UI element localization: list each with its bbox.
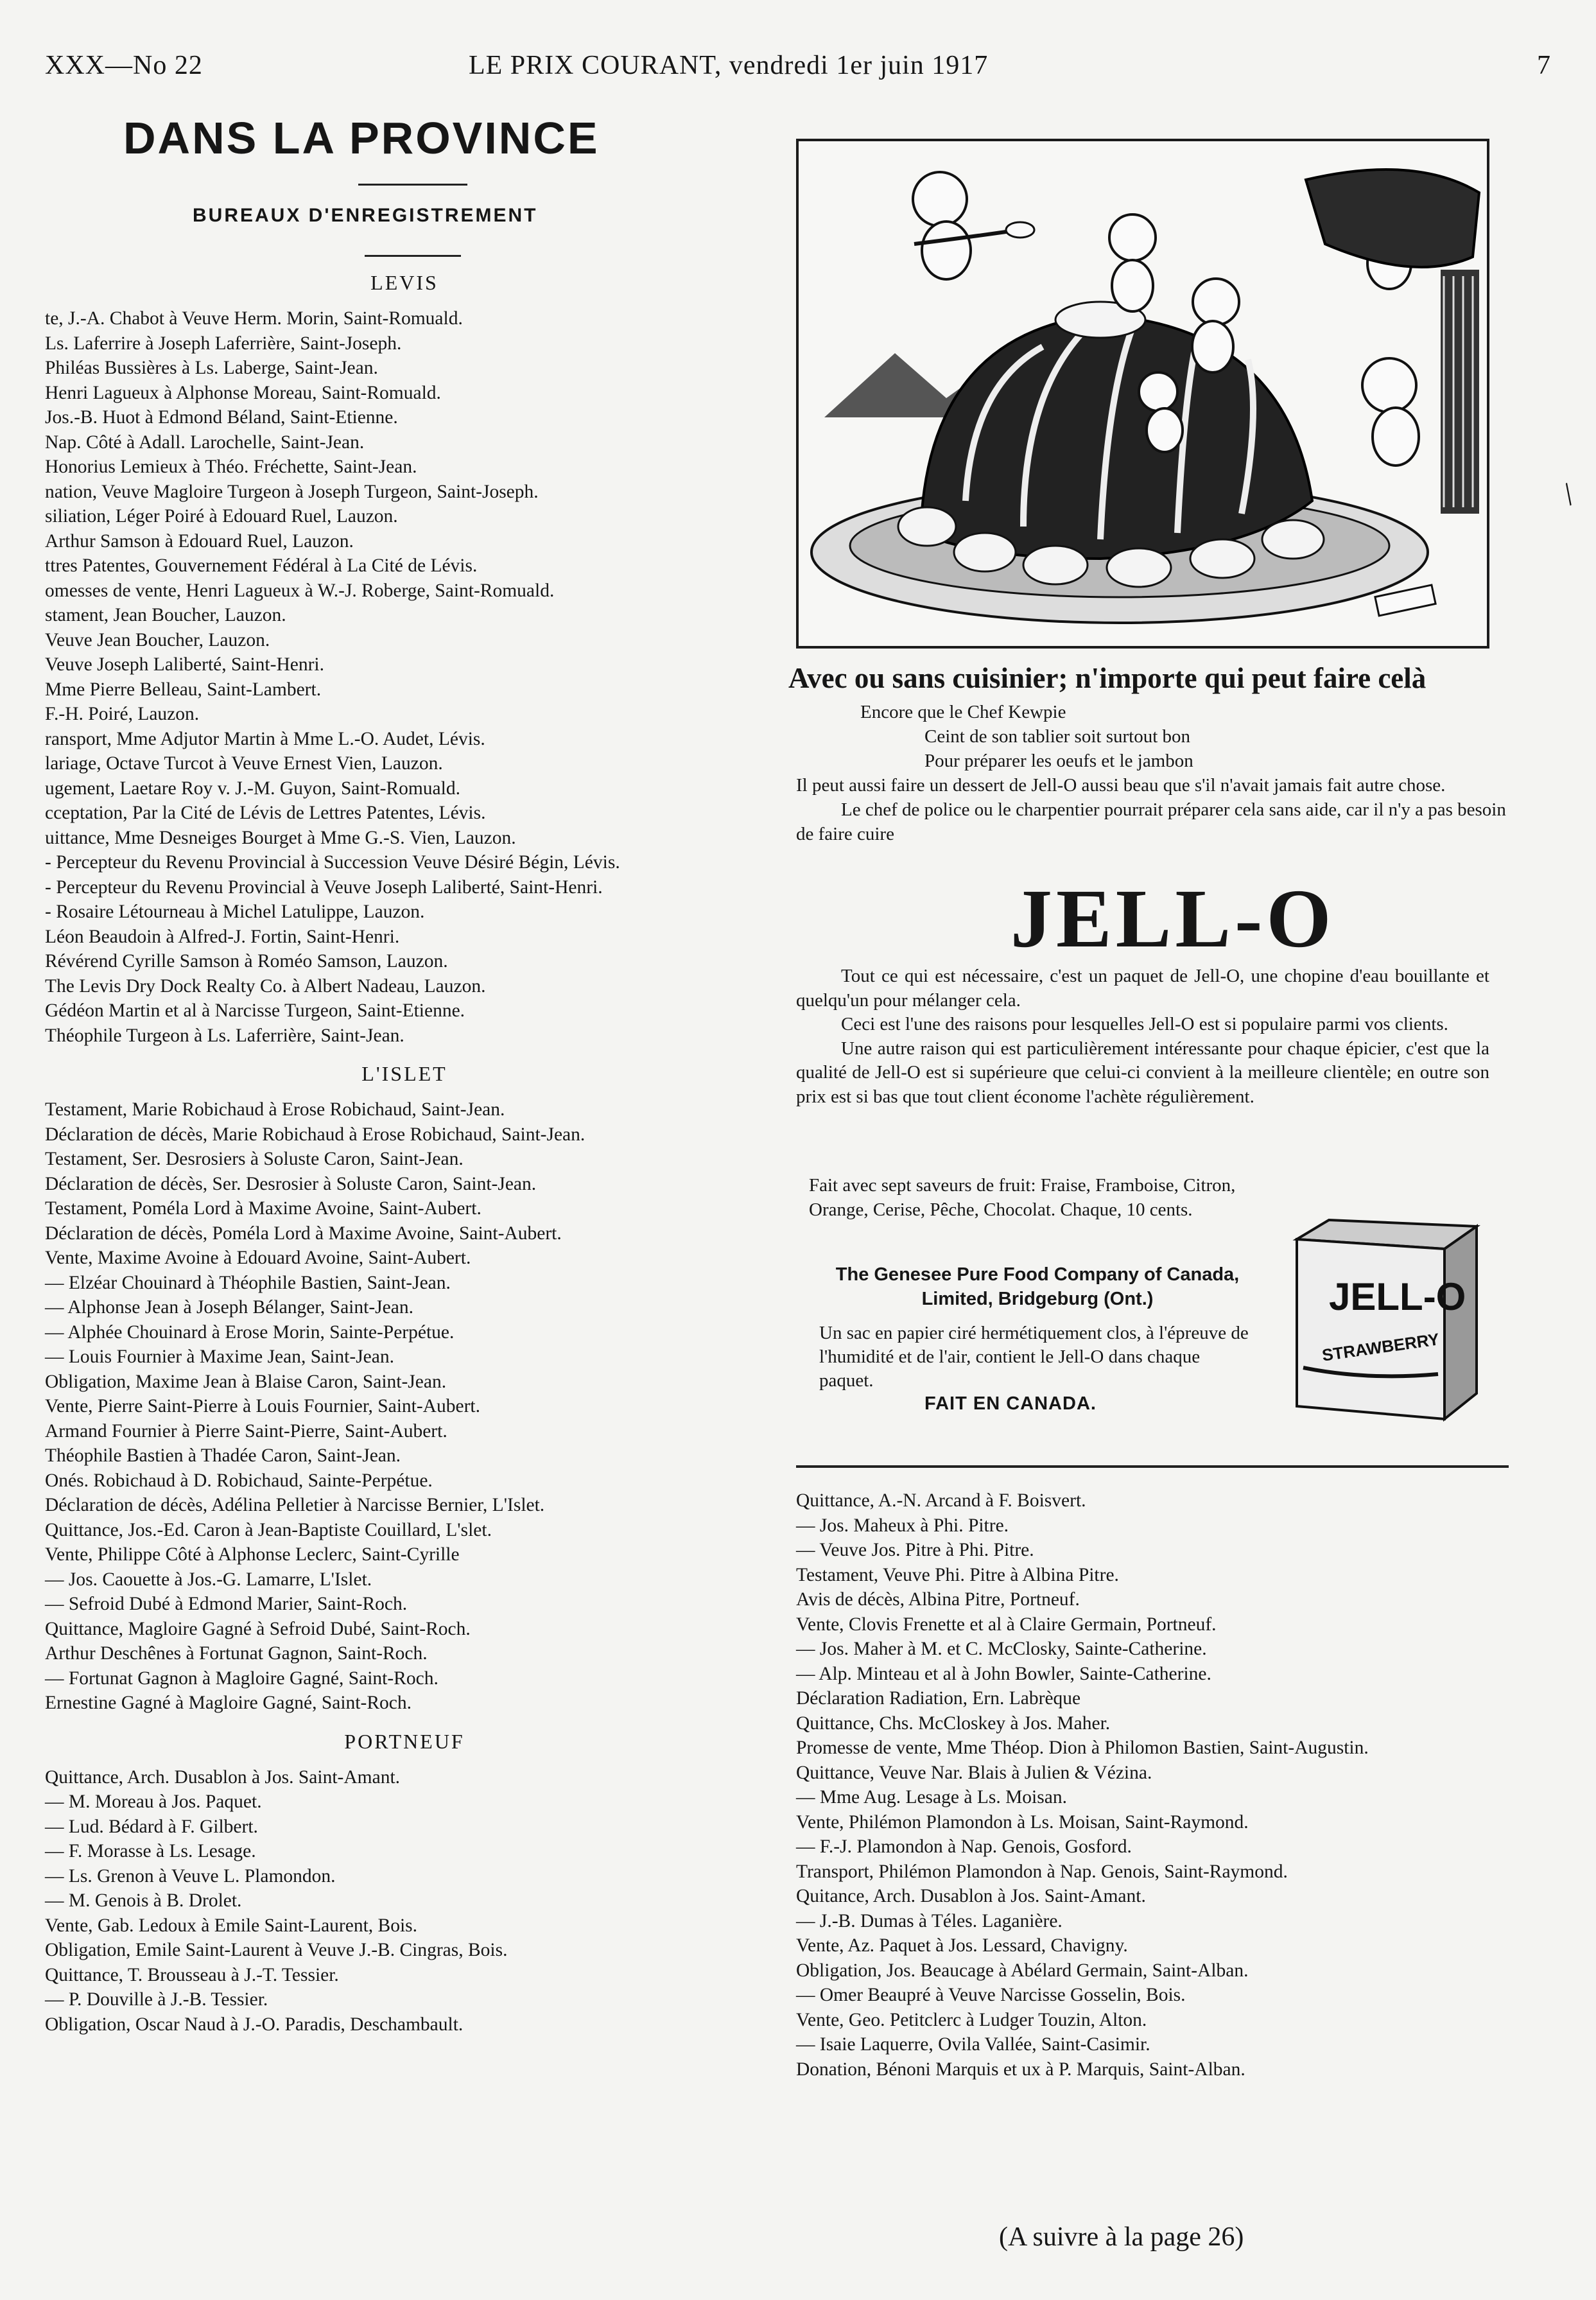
left-column xyxy=(45,109,764,2037)
registry-entry: — Sefroid Dubé à Edmond Marier, Saint-Roch. xyxy=(45,1594,408,1614)
jello-logo: JELL-O xyxy=(1011,873,1335,965)
registry-entry: - Percepteur du Revenu Provincial à Veuve Joseph Laliberté, Saint-Henri. xyxy=(45,876,603,898)
registry-entry: Théophile Bastien à Thadée Caron, Saint-Jean. xyxy=(45,1445,401,1466)
section-subtitle: BUREAUX D'ENREGISTREMENT xyxy=(193,205,538,226)
registry-entry: siliation, Léger Poiré à Edouard Ruel, Lauzon. xyxy=(45,506,398,527)
poem-line: Il peut aussi faire un dessert de Jell-O aussi beau que s'il n'avait jamais fait autre chose. xyxy=(796,775,1446,796)
registry-entry: Promesse de vente, Mme Théop. Dion à Philomon Bastien, Saint-Augustin. xyxy=(796,1738,1369,1758)
poem-line: Encore que le Chef Kewpie xyxy=(860,702,1066,722)
ad-slogan: Avec ou sans cuisinier; n'importe qui peut faire celà xyxy=(788,662,1427,694)
page-header xyxy=(45,50,1550,95)
section-divider xyxy=(796,1465,1509,1468)
registry-entry: Obligation, Emile Saint-Laurent à Veuve J.-B. Cingras, Bois. xyxy=(45,1940,508,1960)
registry-entry: Donation, Bénoni Marquis et ux à P. Marquis, Saint-Alban. xyxy=(796,2059,1245,2080)
ad-company: The Genesee Pure Food Company of Canada, Limited, Bridgeburg (Ont.) xyxy=(835,1264,1240,1309)
registry-entry: Vente, Clovis Frenette et al à Claire Germain, Portneuf. xyxy=(796,1614,1217,1635)
registry-entry: — Ls. Grenon à Veuve L. Plamondon. xyxy=(45,1865,336,1886)
registry-entry: Gédéon Martin et al à Narcisse Turgeon, Saint-Etienne. xyxy=(45,1000,465,1021)
registry-entry: - Rosaire Létourneau à Michel Latulippe, Lauzon. xyxy=(45,902,425,922)
registry-entry: Veuve Jean Boucher, Lauzon. xyxy=(45,629,270,650)
section-heading-lislet: L'ISLET xyxy=(361,1062,447,1085)
registry-entry: Jos.-B. Huot à Edmond Béland, Saint-Etienne. xyxy=(45,407,398,428)
registry-entry: Quittance, T. Brousseau à J.-T. Tessier. xyxy=(45,1964,339,1985)
registry-entry: — Isaie Laquerre, Ovila Vallée, Saint-Casimir. xyxy=(796,2034,1150,2055)
registry-entry: te, J.-A. Chabot à Veuve Herm. Morin, Saint-Romuald. xyxy=(45,308,463,329)
section-heading-levis: LEVIS xyxy=(370,271,438,294)
registry-entry: Déclaration de décès, Ser. Desrosier à Soluste Caron, Saint-Jean. xyxy=(45,1173,537,1194)
registry-entry: Philéas Bussières à Ls. Laberge, Saint-Jean. xyxy=(45,358,378,378)
issue-number: XXX—No 22 xyxy=(45,51,203,80)
registry-entry: Vente, Maxime Avoine à Edouard Avoine, Saint-Aubert. xyxy=(45,1248,471,1268)
registry-entry: ttres Patentes, Gouvernement Fédéral à La Cité de Lévis. xyxy=(45,555,478,576)
registry-entry: Déclaration de décès, Marie Robichaud à Erose Robichaud, Saint-Jean. xyxy=(45,1124,585,1145)
lislet-list xyxy=(45,1097,764,1716)
ad-package-note: Un sac en papier ciré hermétiquement clos, à l'épreuve de l'humidité et de l'air, contient le Jell-O dans chaque paquet. xyxy=(819,1323,1249,1391)
registry-entry: Quittance, Chs. McCloskey à Jos. Maher. xyxy=(796,1712,1111,1734)
registry-entry: ransport, Mme Adjutor Martin à Mme L.-O. Audet, Lévis. xyxy=(45,728,485,749)
registry-entry: Avis de décès, Albina Pitre, Portneuf. xyxy=(796,1589,1080,1610)
made-in-canada: FAIT EN CANADA. xyxy=(924,1393,1097,1414)
registry-entry: Armand Fournier à Pierre Saint-Pierre, Saint-Aubert. xyxy=(45,1420,447,1442)
registry-entry: Quittance, Magloire Gagné à Sefroid Dubé, Saint-Roch. xyxy=(45,1618,471,1639)
registry-entry: — F.-J. Plamondon à Nap. Genois, Gosford. xyxy=(796,1836,1132,1857)
right-column-continued xyxy=(796,1488,1515,2082)
registry-entry: — J.-B. Dumas à Téles. Laganière. xyxy=(796,1910,1063,1931)
ad-paragraph: Tout ce qui est nécessaire, c'est un paquet de Jell-O, une chopine d'eau bouillante et quelqu'un pour mélanger cela. xyxy=(796,966,1489,1011)
registry-entry: — F. Morasse à Ls. Lesage. xyxy=(45,1841,256,1861)
registry-entry: Vente, Philémon Plamondon à Ls. Moisan, Saint-Raymond. xyxy=(796,1811,1249,1833)
registry-entry: F.-H. Poiré, Lauzon. xyxy=(45,704,200,724)
registry-entry: Révérend Cyrille Samson à Roméo Samson, Lauzon. xyxy=(45,951,448,971)
registry-entry: Ls. Laferrire à Joseph Laferrière, Saint-Joseph. xyxy=(45,333,402,354)
registry-entry: Léon Beaudoin à Alfred-J. Fortin, Saint-Henri. xyxy=(45,926,400,947)
subtitle-divider xyxy=(365,255,461,257)
registry-entry: — Louis Fournier à Maxime Jean, Saint-Jean. xyxy=(45,1346,394,1367)
registry-entry: stament, Jean Boucher, Lauzon. xyxy=(45,605,286,625)
registry-entry: — Alphée Chouinard à Erose Morin, Sainte-Perpétue. xyxy=(45,1321,455,1343)
advertisement-illustration xyxy=(796,139,1489,649)
registry-entry: — Alphonse Jean à Joseph Bélanger, Saint-Jean. xyxy=(45,1297,413,1318)
page-number: 7 xyxy=(1537,51,1550,80)
package-brand: JELL-O xyxy=(1329,1275,1466,1318)
registry-entry: ugement, Laetare Roy v. J.-M. Guyon, Saint-Romuald. xyxy=(45,778,460,799)
registry-entry: Déclaration Radiation, Ern. Labrèque xyxy=(796,1688,1081,1709)
poem-line: Le chef de police ou le charpentier pourrait préparer cela sans aide, car il n'y a pas besoin de faire cuire xyxy=(796,799,1506,844)
section-heading-portneuf: PORTNEUF xyxy=(344,1729,465,1753)
margin-mark: / xyxy=(1555,476,1581,512)
registry-entry: — Elzéar Chouinard à Théophile Bastien, Saint-Jean. xyxy=(45,1272,451,1293)
registry-entry: Vente, Gab. Ledoux à Emile Saint-Laurent, Bois. xyxy=(45,1915,418,1936)
registry-entry: — Fortunat Gagnon à Magloire Gagné, Saint-Roch. xyxy=(45,1668,438,1689)
registry-entry: — M. Moreau à Jos. Paquet. xyxy=(45,1791,262,1812)
registry-entry: Nap. Côté à Adall. Larochelle, Saint-Jean. xyxy=(45,431,365,453)
registry-entry: Onés. Robichaud à D. Robichaud, Sainte-Perpétue. xyxy=(45,1470,433,1491)
registry-entry: Henri Lagueux à Alphonse Moreau, Saint-Romuald. xyxy=(45,382,441,403)
registry-entry: — Alp. Minteau et al à John Bowler, Sainte-Catherine. xyxy=(796,1663,1211,1684)
registry-entry: Déclaration de décès, Adélina Pelletier à Narcisse Bernier, L'Islet. xyxy=(45,1495,545,1515)
registry-entry: Théophile Turgeon à Ls. Laferrière, Saint-Jean. xyxy=(45,1025,404,1046)
ad-body xyxy=(796,964,1489,1109)
registry-entry: Testament, Poméla Lord à Maxime Avoine, Saint-Aubert. xyxy=(45,1198,481,1219)
registry-entry: cceptation, Par la Cité de Lévis de Lettres Patentes, Lévis. xyxy=(45,803,486,823)
registry-entry: nation, Veuve Magloire Turgeon à Joseph Turgeon, Saint-Joseph. xyxy=(45,481,539,502)
registry-entry: Testament, Marie Robichaud à Erose Robichaud, Saint-Jean. xyxy=(45,1099,505,1120)
registry-entry: — M. Genois à B. Drolet. xyxy=(45,1890,242,1911)
portneuf-list xyxy=(45,1765,764,2037)
poem-line: Pour préparer les oeufs et le jambon xyxy=(924,751,1193,771)
registry-entry: Obligation, Jos. Beaucage à Abélard Germain, Saint-Alban. xyxy=(796,1960,1249,1981)
registry-entry: Vente, Pierre Saint-Pierre à Louis Fournier, Saint-Aubert. xyxy=(45,1396,480,1416)
registry-entry: uittance, Mme Desneiges Bourget à Mme G.-S. Vien, Lauzon. xyxy=(45,827,516,848)
registry-entry: Déclaration de décès, Poméla Lord à Maxime Avoine, Saint-Aubert. xyxy=(45,1223,562,1244)
registry-entry: — Mme Aug. Lesage à Ls. Moisan. xyxy=(796,1787,1067,1808)
registry-entry: Quitance, Arch. Dusablon à Jos. Saint-Amant. xyxy=(796,1886,1146,1906)
registry-entry: - Percepteur du Revenu Provincial à Succession Veuve Désiré Bégin, Lévis. xyxy=(45,852,620,873)
registry-entry: Quittance, A.-N. Arcand à F. Boisvert. xyxy=(796,1490,1086,1511)
kewpie-jello-illustration xyxy=(799,141,1487,646)
registry-entry: omesses de vente, Henri Lagueux à W.-J. Roberge, Saint-Romuald. xyxy=(45,580,555,601)
registry-entry: Arthur Deschênes à Fortunat Gagnon, Saint-Roch. xyxy=(45,1643,428,1664)
package-flavor: STRAWBERRY xyxy=(1321,1329,1441,1365)
registry-entry: Obligation, Oscar Naud à J.-O. Paradis, Deschambault. xyxy=(45,2014,464,2035)
registry-entry: Vente, Az. Paquet à Jos. Lessard, Chavigny. xyxy=(796,1935,1128,1956)
poem-line: Ceint de son tablier soit surtout bon xyxy=(924,726,1191,747)
registry-entry: Quittance, Jos.-Ed. Caron à Jean-Baptiste Couillard, L'slet. xyxy=(45,1519,492,1540)
registry-entry: Transport, Philémon Plamondon à Nap. Genois, Saint-Raymond. xyxy=(796,1861,1288,1882)
registry-entry: — Jos. Maheux à Phi. Pitre. xyxy=(796,1515,1009,1536)
registry-entry: — Jos. Maher à M. et C. McClosky, Sainte-Catherine. xyxy=(796,1639,1207,1659)
registry-entry: Veuve Joseph Laliberté, Saint-Henri. xyxy=(45,654,324,675)
ad-flavors: Fait avec sept saveurs de fruit: Fraise, Framboise, Citron, Orange, Cerise, Pêche, Chocolat. Chaque, 10 cents. xyxy=(809,1175,1236,1220)
jello-box-icon xyxy=(1284,1214,1483,1425)
registry-entry: Arthur Samson à Edouard Ruel, Lauzon. xyxy=(45,530,354,552)
levis-list xyxy=(45,306,764,1048)
registry-entry: Mme Pierre Belleau, Saint-Lambert. xyxy=(45,679,322,700)
title-divider xyxy=(358,184,467,186)
ad-poem xyxy=(796,700,1515,846)
registry-entry: — P. Douville à J.-B. Tessier. xyxy=(45,1989,268,2010)
portneuf-continued-list xyxy=(796,1488,1515,2082)
registry-entry: — Omer Beaupré à Veuve Narcisse Gosselin, Bois. xyxy=(796,1985,1186,2005)
continued-note: (A suivre à la page 26) xyxy=(999,2222,1244,2252)
jello-package-illustration xyxy=(1284,1214,1483,1425)
registry-entry: Ernestine Gagné à Magloire Gagné, Saint-Roch. xyxy=(45,1693,412,1713)
registry-entry: Obligation, Maxime Jean à Blaise Caron, Saint-Jean. xyxy=(45,1371,447,1392)
registry-entry: Quittance, Veuve Nar. Blais à Julien & Vézina. xyxy=(796,1762,1152,1783)
registry-entry: Vente, Geo. Petitclerc à Ludger Touzin, Alton. xyxy=(796,2009,1147,2030)
registry-entry: — Veuve Jos. Pitre à Phi. Pitre. xyxy=(796,1540,1034,1560)
ad-paragraph: Une autre raison qui est particulièrement intéressante pour chaque épicier, c'est que la qualité de Jell-O est si supérieure que celui-ci convient à la meilleure clientèle; en outre son prix est si bas que tout client économe l'achète régulièrement. xyxy=(796,1038,1489,1107)
registry-entry: Vente, Philippe Côté à Alphonse Leclerc, Saint-Cyrille xyxy=(45,1544,460,1565)
ad-paragraph: Ceci est l'une des raisons pour lesquelles Jell-O est si populaire parmi vos clients. xyxy=(841,1014,1448,1034)
registry-entry: — Lud. Bédard à F. Gilbert. xyxy=(45,1816,258,1837)
page-title: DANS LA PROVINCE xyxy=(123,113,600,163)
registry-entry: The Levis Dry Dock Realty Co. à Albert Nadeau, Lauzon. xyxy=(45,975,486,997)
registry-entry: Quittance, Arch. Dusablon à Jos. Saint-Amant. xyxy=(45,1766,401,1788)
publication-title: LE PRIX COURANT, vendredi 1er juin 1917 xyxy=(469,51,989,80)
registry-entry: Honorius Lemieux à Théo. Fréchette, Saint-Jean. xyxy=(45,457,417,477)
registry-entry: lariage, Octave Turcot à Veuve Ernest Vien, Lauzon. xyxy=(45,753,443,774)
registry-entry: — Jos. Caouette à Jos.-G. Lamarre, L'Islet. xyxy=(45,1569,372,1590)
registry-entry: Testament, Veuve Phi. Pitre à Albina Pitre. xyxy=(796,1564,1119,1585)
registry-entry: Testament, Ser. Desrosiers à Soluste Caron, Saint-Jean. xyxy=(45,1149,464,1169)
